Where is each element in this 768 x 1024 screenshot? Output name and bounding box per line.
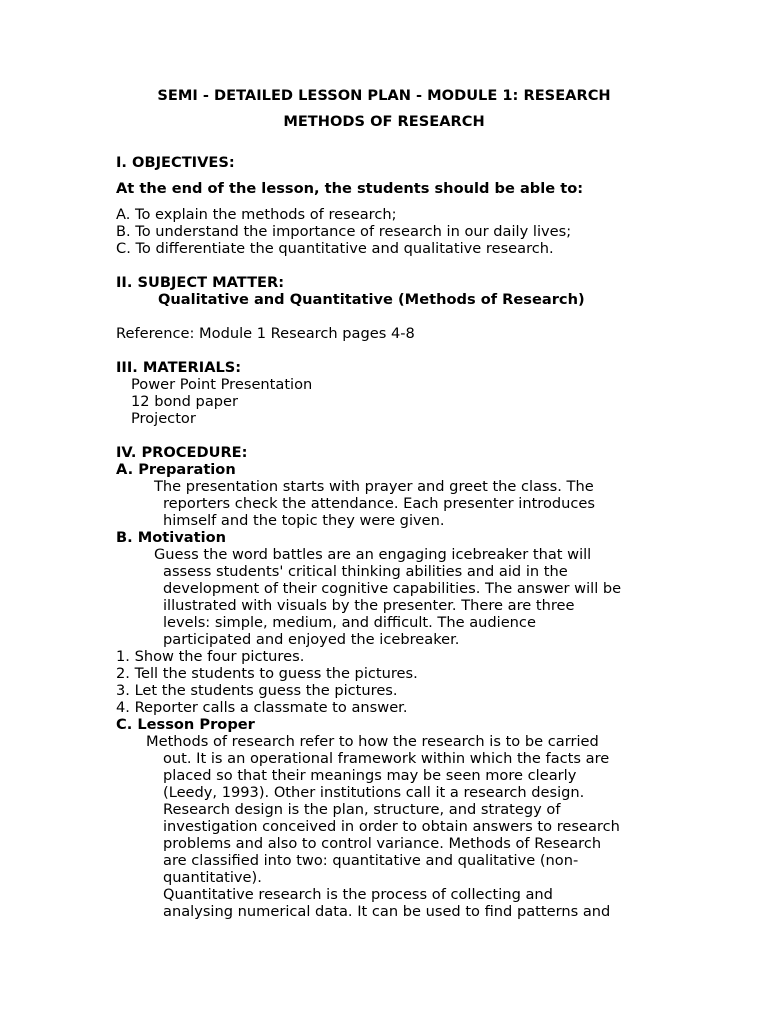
lesson-proper-line: analysing numerical data. It can be used to find patterns and — [163, 903, 611, 920]
motivation-step: 3. Let the students guess the pictures. — [116, 682, 398, 699]
motivation-line: development of their cognitive capabilities. The answer will be — [163, 580, 622, 597]
lesson-proper-line: Methods of research refer to how the research is to be carried — [146, 733, 599, 750]
lesson-proper-line: investigation conceived in order to obtain answers to research — [163, 818, 620, 835]
objectives-list — [116, 206, 676, 257]
reference-text: Reference: Module 1 Research pages 4-8 — [116, 325, 415, 342]
objectives-intro: At the end of the lesson, the students should be able to: — [116, 180, 584, 197]
motivation-step: 2. Tell the students to guess the pictures. — [116, 665, 418, 682]
material-item: Power Point Presentation — [131, 376, 313, 393]
motivation-line: Guess the word battles are an engaging icebreaker that will — [154, 546, 592, 563]
preparation-heading: A. Preparation — [116, 461, 236, 478]
lesson-proper-heading: C. Lesson Proper — [116, 716, 255, 733]
objectives-section — [116, 154, 676, 171]
motivation-step: 4. Reporter calls a classmate to answer. — [116, 699, 408, 716]
procedure-heading: IV. PROCEDURE: — [116, 444, 248, 461]
materials-heading: III. MATERIALS: — [116, 359, 242, 376]
reference-block — [116, 325, 676, 342]
motivation-line: assess students' critical thinking abilities and aid in the — [163, 563, 568, 580]
preparation-line: reporters check the attendance. Each presenter introduces — [163, 495, 596, 512]
lesson-proper-line: Research design is the plan, structure, and strategy of — [163, 801, 561, 818]
motivation-heading: B. Motivation — [116, 529, 227, 546]
document-title-line-2: METHODS OF RESEARCH — [283, 113, 485, 130]
objectives-heading: I. OBJECTIVES: — [116, 154, 235, 171]
lesson-proper-line: problems and also to control variance. Methods of Research — [163, 835, 602, 852]
objective-item: A. To explain the methods of research; — [116, 206, 397, 223]
document-title-line-1: SEMI - DETAILED LESSON PLAN - MODULE 1: RESEARCH — [157, 87, 611, 104]
materials-section — [116, 359, 676, 427]
subject-matter-section — [116, 274, 676, 308]
subject-matter-heading: II. SUBJECT MATTER: — [116, 274, 285, 291]
lesson-proper-line: quantitative). — [163, 869, 262, 886]
material-item: 12 bond paper — [131, 393, 239, 410]
objectives-intro-block — [116, 180, 676, 197]
lesson-proper-line: Quantitative research is the process of collecting and — [163, 886, 553, 903]
lesson-proper-line: (Leedy, 1993). Other institutions call it a research design. — [163, 784, 585, 801]
objective-item: C. To differentiate the quantitative and qualitative research. — [116, 240, 554, 257]
motivation-step: 1. Show the four pictures. — [116, 648, 305, 665]
lesson-proper-line: out. It is an operational framework within which the facts are — [163, 750, 610, 767]
lesson-proper-line: placed so that their meanings may be seen more clearly — [163, 767, 577, 784]
material-item: Projector — [131, 410, 196, 427]
motivation-line: participated and enjoyed the icebreaker. — [163, 631, 460, 648]
procedure-section — [116, 444, 676, 920]
objective-item: B. To understand the importance of research in our daily lives; — [116, 223, 572, 240]
subject-matter-topic: Qualitative and Quantitative (Methods of Research) — [158, 291, 585, 308]
preparation-line: The presentation starts with prayer and greet the class. The — [154, 478, 594, 495]
motivation-line: levels: simple, medium, and difficult. The audience — [163, 614, 536, 631]
lesson-proper-line: are classified into two: quantitative and qualitative (non- — [163, 852, 579, 869]
preparation-line: himself and the topic they were given. — [163, 512, 445, 529]
motivation-line: illustrated with visuals by the presenter. There are three — [163, 597, 575, 614]
